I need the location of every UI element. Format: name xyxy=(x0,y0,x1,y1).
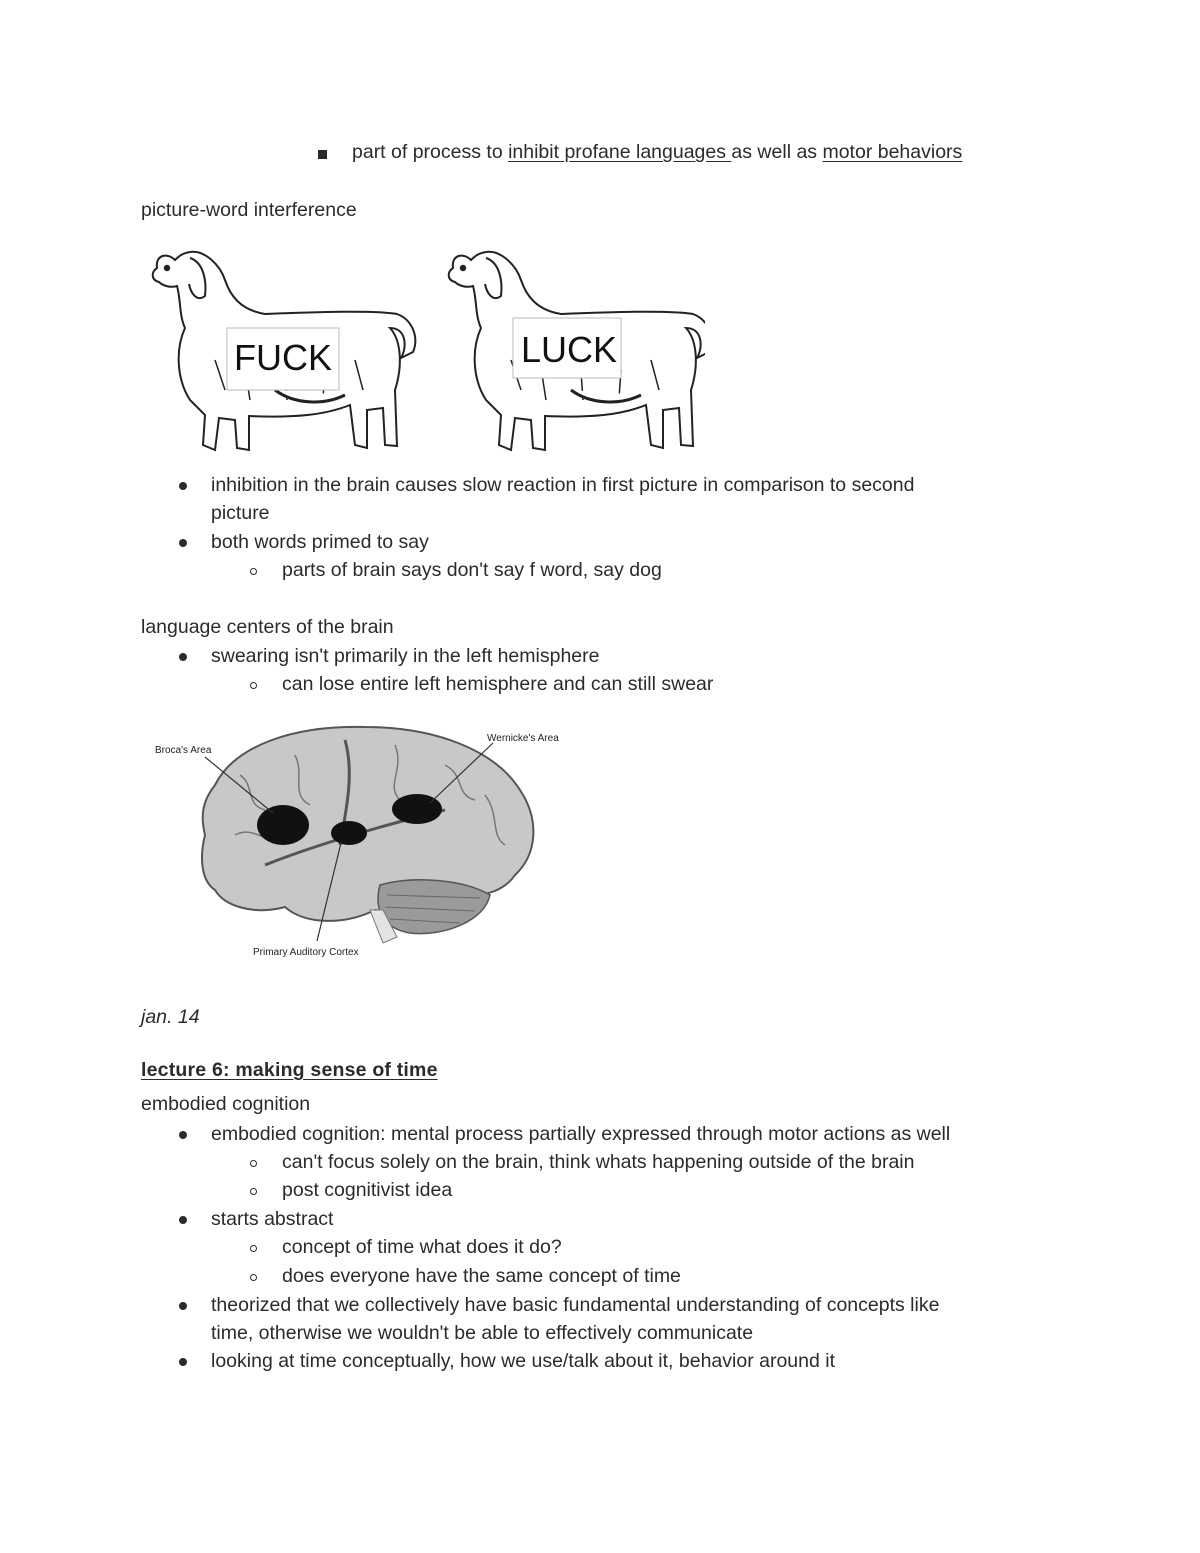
dog-illustrations xyxy=(145,240,705,460)
bullet-icon xyxy=(179,482,187,490)
lecture-heading: lecture 6: making sense of time xyxy=(141,1059,438,1081)
brain-diagram xyxy=(145,715,585,965)
list-item: swearing isn't primarily in the left hemisphere xyxy=(211,645,600,667)
sub-bullet-icon xyxy=(250,1274,257,1281)
inhibit-link: inhibit profane languages xyxy=(508,141,732,163)
section-title-picture-word: picture-word interference xyxy=(141,199,357,221)
list-subitem: can't focus solely on the brain, think whats happening outside of the brain xyxy=(282,1151,915,1173)
list-item-continuation: picture xyxy=(211,502,270,524)
bullet-icon xyxy=(179,653,187,661)
list-item: both words primed to say xyxy=(211,531,429,553)
broca-label: Broca's Area xyxy=(155,745,212,756)
list-subitem: post cognitivist idea xyxy=(282,1179,453,1201)
bullet-icon xyxy=(179,1216,187,1224)
dog-word-1: FUCK xyxy=(234,337,332,378)
list-item: inhibition in the brain causes slow reaction in first picture in comparison to second xyxy=(211,474,915,496)
sub-bullet-icon xyxy=(250,568,257,575)
list-subitem: can lose entire left hemisphere and can still swear xyxy=(282,673,714,695)
lecture-subtitle: embodied cognition xyxy=(141,1093,311,1115)
bullet-icon xyxy=(179,1302,187,1310)
bullet-icon xyxy=(179,539,187,547)
top-bullet-text: part of process to inhibit profane languages as well as motor behaviors xyxy=(352,141,963,163)
list-item-continuation: time, otherwise we wouldn't be able to effectively communicate xyxy=(211,1322,754,1344)
wernicke-label: Wernicke's Area xyxy=(487,733,559,744)
motor-link: motor behaviors xyxy=(822,141,963,163)
auditory-label: Primary Auditory Cortex xyxy=(253,947,359,958)
dog-word-2: LUCK xyxy=(520,329,618,370)
broca-area-region xyxy=(257,805,309,845)
list-item: theorized that we collectively have basic fundamental understanding of concepts like xyxy=(211,1294,940,1316)
sub-bullet-icon xyxy=(250,1245,257,1252)
list-subitem: concept of time what does it do? xyxy=(282,1236,562,1258)
list-item: looking at time conceptually, how we use/talk about it, behavior around it xyxy=(211,1350,835,1372)
sub-bullet-icon xyxy=(250,1188,257,1195)
square-bullet-icon xyxy=(318,150,327,159)
list-item: starts abstract xyxy=(211,1208,334,1230)
sub-bullet-icon xyxy=(250,1160,257,1167)
list-subitem: parts of brain says don't say f word, say dog xyxy=(282,559,662,581)
bullet-icon xyxy=(179,1131,187,1139)
cerebellum xyxy=(378,880,490,934)
section-title-language-centers: language centers of the brain xyxy=(141,616,394,638)
list-subitem: does everyone have the same concept of time xyxy=(282,1265,681,1287)
sub-bullet-icon xyxy=(250,682,257,689)
bullet-icon xyxy=(179,1358,187,1366)
date-label: jan. 14 xyxy=(141,1006,200,1028)
auditory-cortex-region xyxy=(331,821,367,845)
list-item: embodied cognition: mental process partially expressed through motor actions as well xyxy=(211,1123,951,1145)
